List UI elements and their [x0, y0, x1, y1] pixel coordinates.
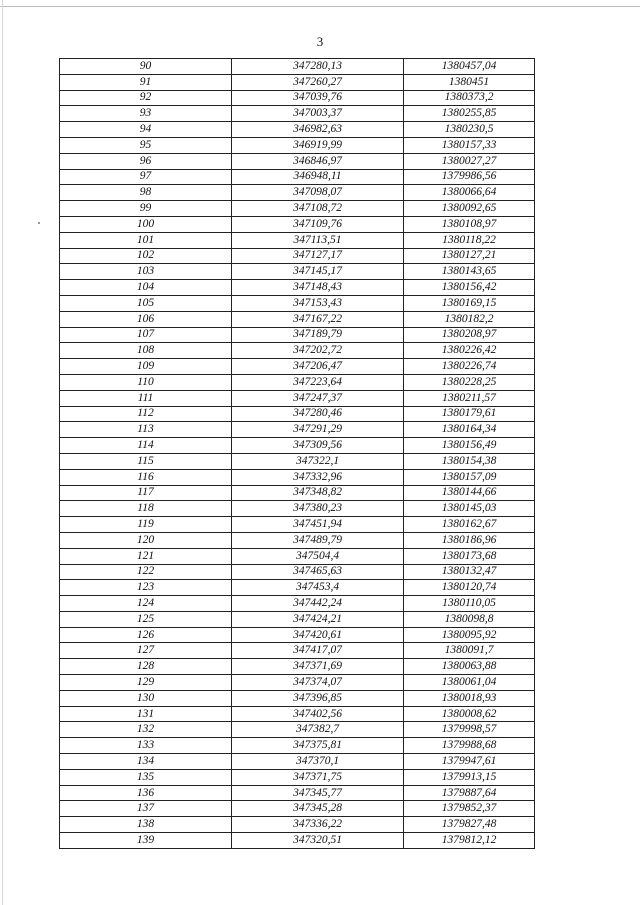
x-coordinate-cell: 347371,69: [232, 659, 404, 675]
y-coordinate-cell: 1379986,56: [404, 169, 535, 185]
table-row: [60, 122, 535, 138]
point-number-cell: 123: [60, 580, 232, 596]
y-coordinate-cell: 1379812,12: [404, 833, 535, 849]
table-row: [60, 311, 535, 327]
x-coordinate-cell: 347374,07: [232, 675, 404, 691]
y-coordinate-cell: 1380144,66: [404, 485, 535, 501]
scan-edge-line: [2, 0, 3, 905]
table-row: [60, 611, 535, 627]
point-number-cell: 114: [60, 438, 232, 454]
x-coordinate-cell: 347247,37: [232, 390, 404, 406]
x-coordinate-cell: 347223,64: [232, 374, 404, 390]
x-coordinate-cell: 346948,11: [232, 169, 404, 185]
x-coordinate-cell: 346846,97: [232, 153, 404, 169]
x-coordinate-cell: 347189,79: [232, 327, 404, 343]
table-row: [60, 390, 535, 406]
table-row: [60, 580, 535, 596]
y-coordinate-cell: 1380230,5: [404, 122, 535, 138]
y-coordinate-cell: 1379887,64: [404, 785, 535, 801]
table-row: [60, 59, 535, 75]
table-row: [60, 532, 535, 548]
table-row: [60, 74, 535, 90]
table-row: [60, 785, 535, 801]
x-coordinate-cell: 347465,63: [232, 564, 404, 580]
x-coordinate-cell: 347109,76: [232, 216, 404, 232]
table-row: [60, 754, 535, 770]
x-coordinate-cell: 347291,29: [232, 422, 404, 438]
table-row: [60, 501, 535, 517]
x-coordinate-cell: 347322,1: [232, 453, 404, 469]
y-coordinate-cell: 1380145,03: [404, 501, 535, 517]
y-coordinate-cell: 1380008,62: [404, 706, 535, 722]
point-number-cell: 93: [60, 106, 232, 122]
table-row: [60, 280, 535, 296]
point-number-cell: 126: [60, 627, 232, 643]
y-coordinate-cell: 1380457,04: [404, 59, 535, 75]
y-coordinate-cell: 1380186,96: [404, 532, 535, 548]
point-number-cell: 118: [60, 501, 232, 517]
x-coordinate-cell: 346919,99: [232, 137, 404, 153]
y-coordinate-cell: 1379827,48: [404, 817, 535, 833]
x-coordinate-cell: 347380,23: [232, 501, 404, 517]
x-coordinate-cell: 347451,94: [232, 517, 404, 533]
y-coordinate-cell: 1380156,42: [404, 280, 535, 296]
point-number-cell: 104: [60, 280, 232, 296]
x-coordinate-cell: 347098,07: [232, 185, 404, 201]
x-coordinate-cell: 347260,27: [232, 74, 404, 90]
x-coordinate-cell: 347148,43: [232, 280, 404, 296]
point-number-cell: 115: [60, 453, 232, 469]
table-row: [60, 374, 535, 390]
point-number-cell: 94: [60, 122, 232, 138]
x-coordinate-cell: 347003,37: [232, 106, 404, 122]
y-coordinate-cell: 1379947,61: [404, 754, 535, 770]
x-coordinate-cell: 346982,63: [232, 122, 404, 138]
point-number-cell: 92: [60, 90, 232, 106]
point-number-cell: 105: [60, 295, 232, 311]
point-number-cell: 112: [60, 406, 232, 422]
point-number-cell: 131: [60, 706, 232, 722]
x-coordinate-cell: 347280,46: [232, 406, 404, 422]
table-row: [60, 216, 535, 232]
table-row: [60, 327, 535, 343]
coordinates-table: [59, 58, 535, 849]
y-coordinate-cell: 1380110,05: [404, 596, 535, 612]
y-coordinate-cell: 1380179,61: [404, 406, 535, 422]
y-coordinate-cell: 1380157,33: [404, 137, 535, 153]
table-row: [60, 801, 535, 817]
point-number-cell: 125: [60, 611, 232, 627]
x-coordinate-cell: 347113,51: [232, 232, 404, 248]
x-coordinate-cell: 347348,82: [232, 485, 404, 501]
table-row: [60, 722, 535, 738]
point-number-cell: 136: [60, 785, 232, 801]
point-number-cell: 129: [60, 675, 232, 691]
x-coordinate-cell: 347371,75: [232, 769, 404, 785]
table-row: [60, 169, 535, 185]
table-row: [60, 359, 535, 375]
y-coordinate-cell: 1380098,8: [404, 611, 535, 627]
point-number-cell: 103: [60, 264, 232, 280]
point-number-cell: 102: [60, 248, 232, 264]
x-coordinate-cell: 347202,72: [232, 343, 404, 359]
point-number-cell: 121: [60, 548, 232, 564]
table-row: [60, 201, 535, 217]
table-row: [60, 453, 535, 469]
x-coordinate-cell: 347489,79: [232, 532, 404, 548]
y-coordinate-cell: 1380162,67: [404, 517, 535, 533]
y-coordinate-cell: 1380143,65: [404, 264, 535, 280]
point-number-cell: 137: [60, 801, 232, 817]
point-number-cell: 119: [60, 517, 232, 533]
point-number-cell: 116: [60, 469, 232, 485]
page-top-edge: [0, 6, 640, 7]
table-row: [60, 706, 535, 722]
coordinates-table-body: [60, 59, 535, 849]
y-coordinate-cell: 1380120,74: [404, 580, 535, 596]
y-coordinate-cell: 1380095,92: [404, 627, 535, 643]
y-coordinate-cell: 1380157,09: [404, 469, 535, 485]
table-row: [60, 817, 535, 833]
x-coordinate-cell: 347320,51: [232, 833, 404, 849]
x-coordinate-cell: 347420,61: [232, 627, 404, 643]
point-number-cell: 133: [60, 738, 232, 754]
table-row: [60, 264, 535, 280]
table-row: [60, 485, 535, 501]
point-number-cell: 134: [60, 754, 232, 770]
point-number-cell: 120: [60, 532, 232, 548]
point-number-cell: 91: [60, 74, 232, 90]
y-coordinate-cell: 1380208,97: [404, 327, 535, 343]
x-coordinate-cell: 347336,22: [232, 817, 404, 833]
point-number-cell: 98: [60, 185, 232, 201]
table-row: [60, 153, 535, 169]
x-coordinate-cell: 347108,72: [232, 201, 404, 217]
point-number-cell: 130: [60, 690, 232, 706]
x-coordinate-cell: 347206,47: [232, 359, 404, 375]
table-row: [60, 469, 535, 485]
x-coordinate-cell: 347370,1: [232, 754, 404, 770]
table-row: [60, 833, 535, 849]
x-coordinate-cell: 347417,07: [232, 643, 404, 659]
y-coordinate-cell: 1380173,68: [404, 548, 535, 564]
y-coordinate-cell: 1380451: [404, 74, 535, 90]
x-coordinate-cell: 347442,24: [232, 596, 404, 612]
y-coordinate-cell: 1380091,7: [404, 643, 535, 659]
y-coordinate-cell: 1380118,22: [404, 232, 535, 248]
y-coordinate-cell: 1380169,15: [404, 295, 535, 311]
x-coordinate-cell: 347332,96: [232, 469, 404, 485]
y-coordinate-cell: 1380132,47: [404, 564, 535, 580]
table-row: [60, 90, 535, 106]
y-coordinate-cell: 1379988,68: [404, 738, 535, 754]
y-coordinate-cell: 1380373,2: [404, 90, 535, 106]
table-row: [60, 106, 535, 122]
point-number-cell: 122: [60, 564, 232, 580]
table-row: [60, 675, 535, 691]
x-coordinate-cell: 347153,43: [232, 295, 404, 311]
point-number-cell: 101: [60, 232, 232, 248]
y-coordinate-cell: 1379913,15: [404, 769, 535, 785]
table-row: [60, 517, 535, 533]
x-coordinate-cell: 347424,21: [232, 611, 404, 627]
table-row: [60, 627, 535, 643]
table-row: [60, 738, 535, 754]
x-coordinate-cell: 347127,17: [232, 248, 404, 264]
x-coordinate-cell: 347345,28: [232, 801, 404, 817]
point-number-cell: 90: [60, 59, 232, 75]
x-coordinate-cell: 347145,17: [232, 264, 404, 280]
point-number-cell: 107: [60, 327, 232, 343]
y-coordinate-cell: 1380108,97: [404, 216, 535, 232]
point-number-cell: 124: [60, 596, 232, 612]
table-row: [60, 564, 535, 580]
table-row: [60, 248, 535, 264]
point-number-cell: 132: [60, 722, 232, 738]
x-coordinate-cell: 347375,81: [232, 738, 404, 754]
point-number-cell: 108: [60, 343, 232, 359]
point-number-cell: 97: [60, 169, 232, 185]
y-coordinate-cell: 1380164,34: [404, 422, 535, 438]
y-coordinate-cell: 1380156,49: [404, 438, 535, 454]
x-coordinate-cell: 347396,85: [232, 690, 404, 706]
y-coordinate-cell: 1380027,27: [404, 153, 535, 169]
point-number-cell: 111: [60, 390, 232, 406]
y-coordinate-cell: 1380211,57: [404, 390, 535, 406]
y-coordinate-cell: 1379998,57: [404, 722, 535, 738]
table-row: [60, 422, 535, 438]
x-coordinate-cell: 347309,56: [232, 438, 404, 454]
point-number-cell: 139: [60, 833, 232, 849]
point-number-cell: 99: [60, 201, 232, 217]
x-coordinate-cell: 347382,7: [232, 722, 404, 738]
y-coordinate-cell: 1380226,74: [404, 359, 535, 375]
y-coordinate-cell: 1380018,93: [404, 690, 535, 706]
x-coordinate-cell: 347039,76: [232, 90, 404, 106]
y-coordinate-cell: 1380127,21: [404, 248, 535, 264]
point-number-cell: 100: [60, 216, 232, 232]
point-number-cell: 95: [60, 137, 232, 153]
y-coordinate-cell: 1380061,04: [404, 675, 535, 691]
y-coordinate-cell: 1380092,65: [404, 201, 535, 217]
table-row: [60, 185, 535, 201]
point-number-cell: 96: [60, 153, 232, 169]
scan-speck: [38, 222, 40, 224]
point-number-cell: 113: [60, 422, 232, 438]
page-number: 3: [316, 34, 324, 49]
table-row: [60, 137, 535, 153]
x-coordinate-cell: 347345,77: [232, 785, 404, 801]
table-row: [60, 406, 535, 422]
x-coordinate-cell: 347504,4: [232, 548, 404, 564]
point-number-cell: 110: [60, 374, 232, 390]
x-coordinate-cell: 347167,22: [232, 311, 404, 327]
point-number-cell: 138: [60, 817, 232, 833]
table-row: [60, 548, 535, 564]
x-coordinate-cell: 347453,4: [232, 580, 404, 596]
y-coordinate-cell: 1380066,64: [404, 185, 535, 201]
table-row: [60, 596, 535, 612]
table-row: [60, 232, 535, 248]
y-coordinate-cell: 1380182,2: [404, 311, 535, 327]
point-number-cell: 106: [60, 311, 232, 327]
y-coordinate-cell: 1380228,25: [404, 374, 535, 390]
y-coordinate-cell: 1380154,38: [404, 453, 535, 469]
x-coordinate-cell: 347280,13: [232, 59, 404, 75]
point-number-cell: 127: [60, 643, 232, 659]
y-coordinate-cell: 1379852,37: [404, 801, 535, 817]
table-row: [60, 438, 535, 454]
point-number-cell: 135: [60, 769, 232, 785]
table-row: [60, 659, 535, 675]
point-number-cell: 128: [60, 659, 232, 675]
table-row: [60, 343, 535, 359]
y-coordinate-cell: 1380226,42: [404, 343, 535, 359]
table-row: [60, 295, 535, 311]
table-row: [60, 643, 535, 659]
x-coordinate-cell: 347402,56: [232, 706, 404, 722]
y-coordinate-cell: 1380063,88: [404, 659, 535, 675]
point-number-cell: 117: [60, 485, 232, 501]
table-row: [60, 769, 535, 785]
table-row: [60, 690, 535, 706]
y-coordinate-cell: 1380255,85: [404, 106, 535, 122]
point-number-cell: 109: [60, 359, 232, 375]
